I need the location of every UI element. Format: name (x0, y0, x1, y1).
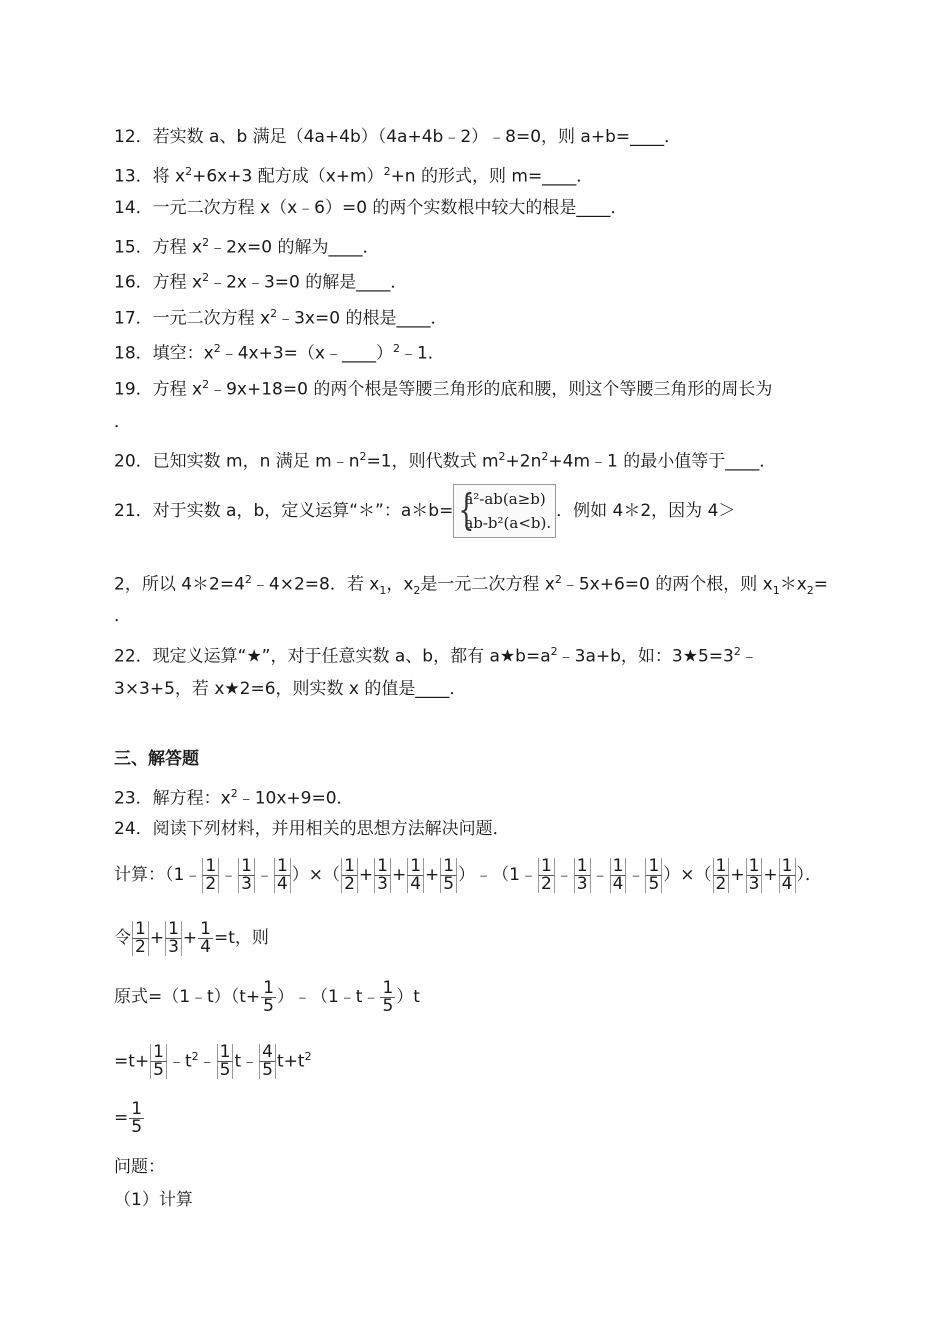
exponent: 2 (191, 1050, 199, 1063)
problem-21-cont (114, 568, 828, 603)
denominator: 5 (259, 1062, 276, 1079)
problem-19-cont (114, 410, 131, 434)
text: ﹣4×2=8．若 x (251, 574, 380, 595)
fraction (574, 855, 591, 894)
problem-12 (114, 125, 681, 149)
exponent: 2 (270, 307, 278, 320)
denominator: 4 (779, 876, 796, 893)
problem-21-cont2 (114, 604, 131, 628)
exponent: 2 (213, 342, 221, 355)
text: = (114, 1108, 129, 1128)
subscript: 1 (379, 584, 387, 598)
fraction (198, 918, 213, 957)
numerator: 1 (263, 977, 274, 998)
text: 20．已知实数 m，n 满足 m﹣n (114, 451, 360, 472)
text: ﹣2x=0 的解为____． (209, 237, 380, 258)
text: ﹣t (167, 1051, 192, 1072)
exponent: 2 (392, 342, 400, 355)
fraction (440, 855, 457, 894)
calc-expression: 计算：（1﹣ $\frac{1}{2}$ ﹣ $\frac{1}{3}$ ﹣ $\frac{1}{4}$ ）×（ $\frac{1}{2}$ + $\frac{1}{3}$ + $\frac{1}{4}$ + $\frac{1}{5}$ ）﹣（1﹣ $\frac{1}{2}$ ﹣ $\frac{1}{3}$ ﹣ $\frac{1}{4}$ ﹣ $\frac{1}{5}$ ）×（ $\frac{1}{2}$ + $\frac{1}{3}$ + $\frac{1}{4}$ ）． (114, 855, 822, 894)
problem-22 (114, 640, 758, 669)
text: ，x (386, 574, 414, 595)
numerator: 1 (202, 858, 219, 876)
numerator: 1 (645, 858, 662, 876)
section-title-text: 三、解答题 (114, 749, 199, 769)
problem-16 (114, 266, 407, 295)
fraction (202, 855, 219, 894)
let-expression: 令 $\frac{1}{2}$ + $\frac{1}{3}$ + $\frac{1}{4}$ =t，则 (114, 918, 269, 957)
numerator: 1 (131, 1098, 143, 1119)
numerator: 1 (779, 858, 796, 876)
exponent: 2 (244, 573, 252, 586)
exponent: 2 (202, 236, 210, 249)
text: ﹣10x+9=0． (237, 788, 354, 809)
numerator: 1 (610, 858, 627, 876)
denominator: 3 (746, 876, 763, 893)
text: =1，则代数式 m (366, 451, 499, 472)
exponent: 2 (383, 165, 391, 178)
problem-24 (114, 817, 510, 841)
numerator: 1 (200, 918, 211, 939)
text: ﹣5x+6=0 的两个根，则 x (561, 574, 773, 595)
denominator: 5 (131, 1116, 143, 1137)
exponent: 2 (304, 1050, 312, 1063)
text: =t，则 (213, 928, 269, 948)
numerator: 1 (407, 858, 424, 876)
fraction (132, 918, 149, 957)
fraction (610, 855, 627, 894)
denominator: 4 (407, 876, 424, 893)
denominator: 3 (165, 939, 182, 956)
fraction (407, 855, 424, 894)
denominator: 3 (374, 876, 391, 893)
original-expression (114, 972, 420, 1022)
text: +4m﹣1 的最小值等于____． (548, 451, 777, 472)
numerator: 1 (382, 977, 394, 998)
denominator: 5 (645, 876, 662, 893)
text: 22．现定义运算“★”，对于任意实数 a、b，都有 a★b=a (114, 646, 551, 667)
text: ．例如 4＊2，因为 4＞ (556, 501, 736, 521)
exponent: 2 (185, 165, 193, 178)
problem-22-cont (114, 677, 466, 701)
text: ＊x (779, 574, 807, 595)
text: 2，所以 4＊2=4 (114, 574, 245, 595)
step-expression (114, 1032, 312, 1087)
text: +n 的形式，则 m=____． (390, 166, 594, 187)
text: +6x+3 配方成（x+m） (192, 166, 384, 187)
text: 原式=（1﹣t）（t+ (114, 987, 261, 1007)
fraction (341, 855, 358, 894)
numerator: 1 (150, 1044, 167, 1062)
text: ． (114, 412, 131, 432)
section-3-title (114, 747, 199, 771)
fraction (129, 1098, 144, 1137)
fraction (165, 918, 182, 957)
text: 15．方程 x (114, 237, 203, 258)
fraction (217, 1044, 234, 1079)
numerator: 1 (217, 1044, 234, 1062)
numerator: 1 (746, 858, 763, 876)
problem-17 (114, 302, 447, 331)
exponent: 2 (733, 645, 741, 658)
exponent: 2 (202, 378, 210, 391)
denominator: 3 (574, 876, 591, 893)
text: 17．一元二次方程 x (114, 308, 271, 329)
denominator: 4 (610, 876, 627, 893)
text: t﹣ (234, 1051, 259, 1072)
problem-14 (114, 196, 627, 220)
exponent: 2 (230, 787, 238, 800)
fraction (645, 855, 662, 894)
text: 3×3+5，若 x★2=6，则实数 x 的值是____． (114, 679, 467, 699)
numerator: 1 (274, 858, 291, 876)
subscript: 2 (806, 584, 814, 598)
problem-19 (114, 373, 772, 402)
text: ﹣ (198, 1051, 216, 1072)
exponent: 2 (554, 573, 562, 586)
text: 24．阅读下列材料，并用相关的思想方法解决问题． (114, 819, 510, 839)
case-1: a²-ab(a≥b) (464, 490, 546, 508)
text: 21．对于实数 a，b，定义运算“＊”：a＊b= (114, 501, 454, 521)
text: 18．填空：x (114, 343, 214, 364)
denominator: 2 (538, 876, 555, 893)
text: 令 (114, 928, 131, 948)
denominator: 5 (217, 1062, 234, 1079)
denominator: 5 (440, 876, 457, 893)
text: ﹣2x﹣3=0 的解是____． (209, 272, 408, 293)
denominator: 2 (202, 876, 219, 893)
denominator: 4 (200, 936, 211, 957)
fraction (274, 855, 291, 894)
fraction (261, 977, 276, 1016)
fraction (238, 855, 255, 894)
denominator: 2 (132, 939, 149, 956)
problem-20 (114, 445, 776, 474)
denominator: 2 (341, 876, 358, 893)
text: ﹣ (740, 646, 758, 667)
denominator: 5 (263, 995, 274, 1016)
text: （1）计算 (114, 1190, 193, 1210)
denominator: 5 (382, 995, 394, 1016)
fraction (746, 855, 763, 894)
problem-14-text: 14．一元二次方程 x（x﹣6）=0 的两个实数根中较大的根是____． (114, 198, 628, 218)
piecewise-definition (453, 484, 556, 538)
exponent: 2 (550, 645, 558, 658)
problem-21 (114, 483, 735, 539)
question-label (114, 1155, 165, 1179)
denominator: 2 (713, 876, 730, 893)
problem-23 (114, 782, 354, 811)
text: 问题： (114, 1157, 165, 1177)
question-1 (114, 1188, 193, 1212)
numerator: 1 (538, 858, 555, 876)
denominator: 4 (274, 876, 291, 893)
numerator: 1 (165, 921, 182, 939)
text: ． (114, 606, 131, 626)
fraction (713, 855, 730, 894)
text: ﹣3a+b，如：3★5=3 (557, 646, 734, 667)
denominator: 3 (238, 876, 255, 893)
text: ﹣1． (399, 343, 445, 364)
fraction (380, 977, 395, 1016)
numerator: 1 (132, 921, 149, 939)
subscript: 1 (772, 584, 780, 598)
exponent: 2 (202, 271, 210, 284)
text: t+t (276, 1051, 305, 1072)
numerator: 1 (238, 858, 255, 876)
numerator: 1 (713, 858, 730, 876)
numerator: 1 (341, 858, 358, 876)
text: =t+ (114, 1051, 150, 1072)
problem-15 (114, 231, 379, 260)
fraction (779, 855, 796, 894)
numerator: 1 (574, 858, 591, 876)
fraction (259, 1044, 276, 1079)
calc-label: 计算： (114, 865, 165, 885)
fraction (374, 855, 391, 894)
problem-18 (114, 337, 445, 366)
result-expression (114, 1093, 145, 1143)
exponent: 2 (359, 450, 367, 463)
text: 是一元二次方程 x (420, 574, 555, 595)
text: ﹣3x=0 的根是____． (277, 308, 448, 329)
text: 19．方程 x (114, 379, 203, 400)
exponent: 2 (498, 450, 506, 463)
text: ﹣4x+3=（x﹣____） (220, 343, 393, 364)
text: 13．将 x (114, 166, 186, 187)
text: 16．方程 x (114, 272, 203, 293)
subscript: 2 (413, 584, 421, 598)
text: 23．解方程：x (114, 788, 231, 809)
fraction (150, 1044, 167, 1079)
text: = (813, 574, 829, 595)
numerator: 4 (259, 1044, 276, 1062)
text: +2n (505, 451, 542, 472)
text: ）﹣（1﹣t﹣ (276, 987, 380, 1007)
case-2: ab-b²(a<b). (464, 514, 552, 532)
text: ﹣9x+18=0 的两个根是等腰三角形的底和腰，则这个等腰三角形的周长为 (209, 379, 773, 400)
problem-12-text: 12．若实数 a、b 满足（4a+4b）（4a+4b﹣2）﹣8=0，则 a+b=____． (114, 127, 682, 147)
numerator: 1 (374, 858, 391, 876)
denominator: 5 (150, 1062, 167, 1079)
fraction (538, 855, 555, 894)
problem-13 (114, 160, 593, 189)
exponent: 2 (541, 450, 549, 463)
text: ）t (396, 987, 420, 1007)
numerator: 1 (440, 858, 457, 876)
